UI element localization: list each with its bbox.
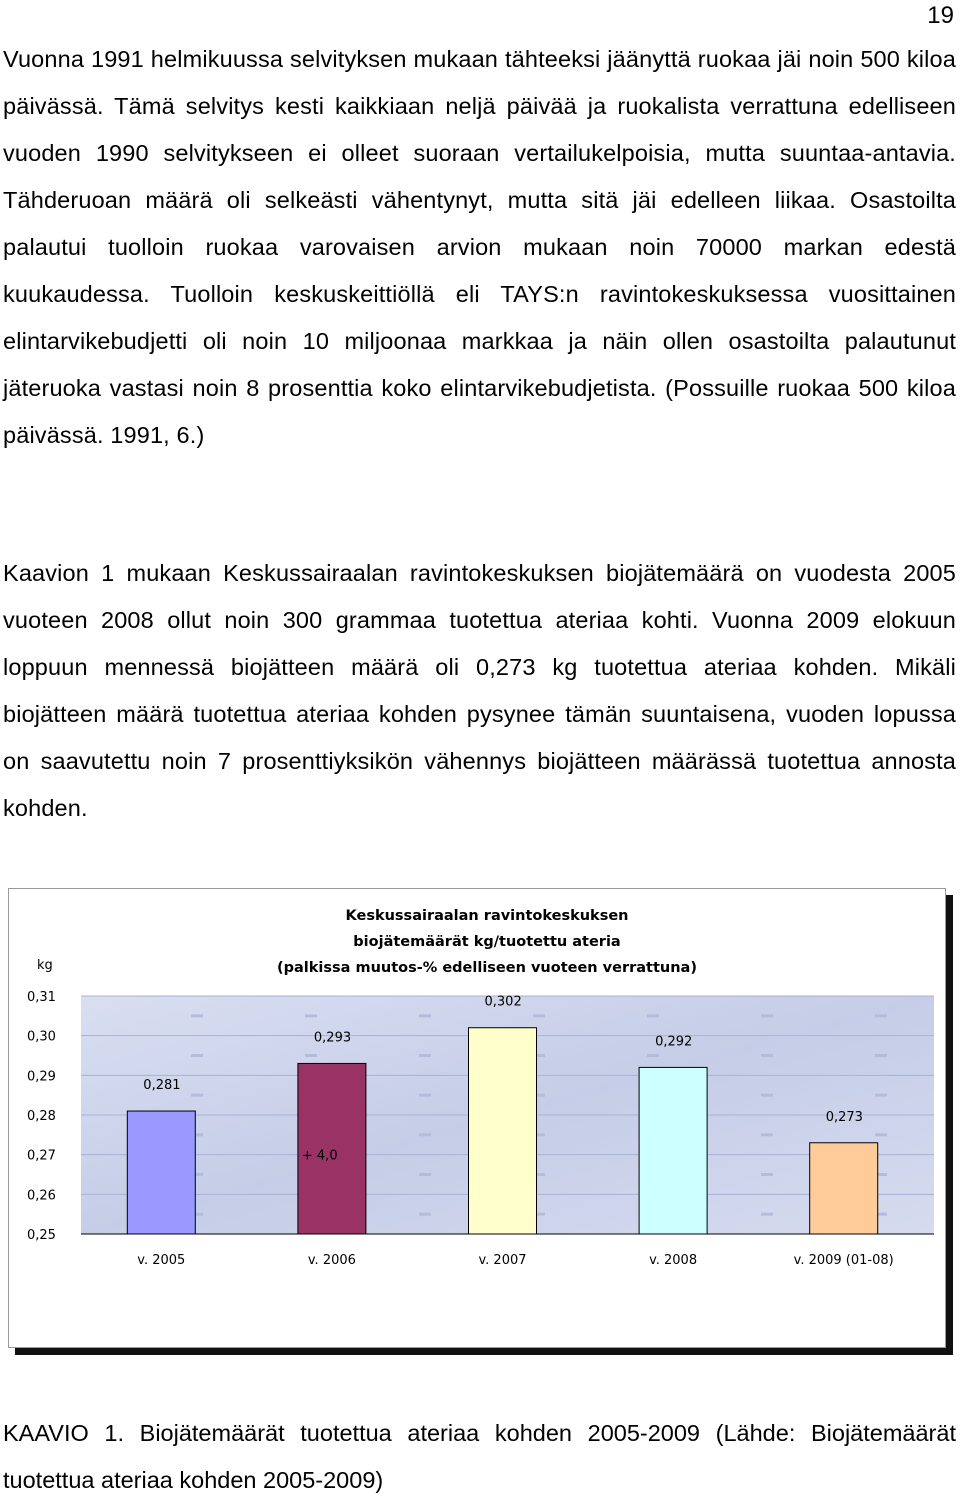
y-tick-label: 0,29 <box>27 1069 56 1085</box>
body-paragraph-1: Vuonna 1991 helmikuussa selvityksen mukaan tähteeksi jäänyttä ruokaa jäi noin 500 kiloa päivässä. Tämä selvitys kesti kaikkiaan neljä päivää ja ruokalista verrattuna edelliseen vuoden 1990 selvitykseen ei olleet suoraan vertailukelpoisia, mutta suuntaa-antavia. Tähderuoan määrä oli selkeästi vähentynyt, mutta sitä jäi edelleen liikaa. Osastoilta palautui tuolloin ruokaa varovaisen arvion mukaan noin 70000 markan edestä kuukaudessa. Tuolloin keskuskeittiöllä eli TAYS:n ravintokeskuksessa vuosittainen elintarvikebudjetti oli noin 10 miljoonaa markkaa ja näin ollen osastoilta palautunut jäteruoka vastasi noin 8 prosenttia koko elintarvikebudjetista. (Possuille ruokaa 500 kiloa päivässä. 1991, 6.) <box>3 46 956 448</box>
x-category-label: v. 2007 <box>478 1253 527 1268</box>
y-tick-label: 0,31 <box>27 990 56 1005</box>
y-tick-label: 0,28 <box>27 1109 56 1124</box>
grid-pattern-mark <box>419 1014 431 1017</box>
bar <box>639 1067 707 1234</box>
grid-pattern-mark <box>875 1054 887 1057</box>
x-category-label: v. 2009 (01-08) <box>793 1253 894 1268</box>
bar-value-label: 0,293 <box>313 1030 352 1046</box>
x-category-label: v. 2006 <box>307 1253 356 1268</box>
bar <box>469 1028 537 1234</box>
grid-pattern-mark <box>191 1054 203 1057</box>
grid-pattern-mark <box>305 1054 317 1057</box>
grid-pattern-mark <box>419 1094 431 1097</box>
grid-pattern-mark <box>761 1133 773 1136</box>
y-axis-label: kg <box>37 958 53 973</box>
grid-pattern-mark <box>647 1054 659 1057</box>
x-category-label: v. 2005 <box>137 1253 186 1268</box>
grid-pattern-mark <box>191 1014 203 1017</box>
body-paragraph-2: Kaavion 1 mukaan Keskussairaalan ravintokeskuksen biojätemäärä on vuodesta 2005 vuoteen 2008 ollut noin 300 grammaa tuotettua ateriaa kohti. Vuonna 2009 elokuun loppuun mennessä biojätteen määrä oli 0,273 kg tuotettua ateriaa kohden. Mikäli biojätteen määrä tuotettua ateriaa kohden pysynee tämän suuntaisena, vuoden lopussa on saavutettu noin 7 prosenttiyksikön vähennys biojätteen määrässä tuotettua annosta kohden. <box>3 560 956 821</box>
grid-pattern-mark <box>761 1094 773 1097</box>
y-tick-label: 0,30 <box>27 1029 56 1045</box>
grid-pattern-mark <box>191 1094 203 1097</box>
grid-pattern-mark <box>419 1133 431 1136</box>
bar-value-label: 0,302 <box>484 994 522 1010</box>
grid-pattern-mark <box>419 1173 431 1176</box>
biowaste-chart <box>8 888 946 1348</box>
grid-pattern-mark <box>305 1014 317 1017</box>
grid-pattern-mark <box>761 1213 773 1216</box>
grid-pattern-mark <box>761 1054 773 1057</box>
y-tick-label: 0,26 <box>27 1188 56 1204</box>
bar <box>127 1111 195 1234</box>
bar <box>810 1143 878 1234</box>
bar-value-label: 0,281 <box>143 1078 181 1094</box>
y-tick-label: 0,27 <box>27 1148 56 1164</box>
grid-pattern-mark <box>419 1213 431 1216</box>
chart-title-line: Keskussairaalan ravintokeskuksen <box>345 908 629 924</box>
y-tick-label: 0,25 <box>27 1228 56 1243</box>
chart-title-line: biojätemäärät kg/tuotettu ateria <box>353 934 621 950</box>
grid-pattern-mark <box>761 1014 773 1017</box>
bar-value-label: 0,292 <box>655 1034 693 1050</box>
grid-pattern-mark <box>419 1054 431 1057</box>
grid-pattern-mark <box>761 1173 773 1176</box>
figure-caption: KAAVIO 1. Biojätemäärät tuotettua ateriaa kohden 2005-2009 (Lähde: Biojätemäärät tuotettua ateriaa kohden 2005-2009) <box>3 1420 956 1493</box>
grid-pattern-mark <box>875 1094 887 1097</box>
grid-pattern-mark <box>533 1014 545 1017</box>
bar-change-label: + 4,0 <box>301 1148 338 1164</box>
x-category-label: v. 2008 <box>649 1253 698 1268</box>
chart-canvas <box>9 889 945 1347</box>
grid-pattern-mark <box>647 1014 659 1017</box>
page-number: 19 <box>927 2 954 29</box>
chart-title-line: (palkissa muutos-% edelliseen vuoteen verrattuna) <box>277 960 697 976</box>
grid-pattern-mark <box>875 1133 887 1136</box>
grid-pattern-mark <box>875 1014 887 1017</box>
bar-value-label: 0,273 <box>825 1109 863 1125</box>
